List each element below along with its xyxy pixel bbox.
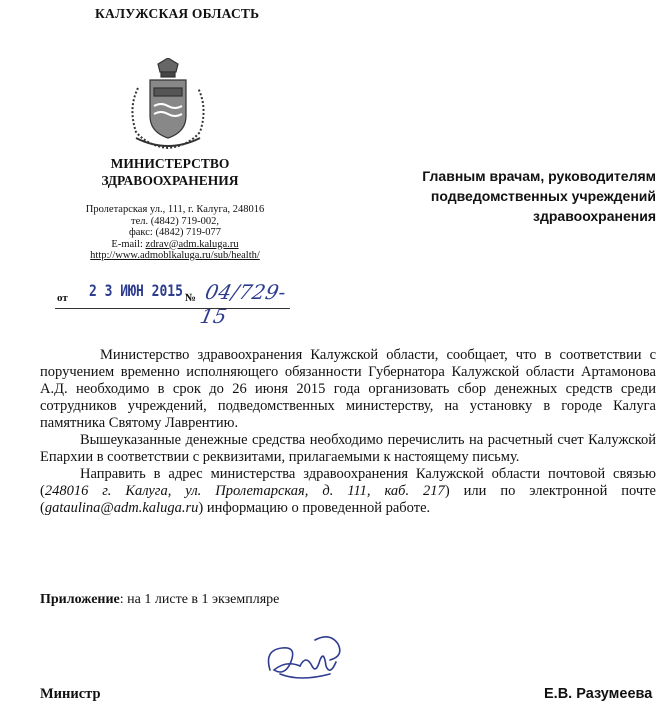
addressee-line-3: здравоохранения <box>533 208 656 224</box>
paragraph-3-mid: ) или по электронной почте ( <box>40 483 656 516</box>
signer-position: Министр <box>40 686 101 702</box>
contact-block <box>70 204 280 262</box>
address-line: Пролетарская ул., 111, г. Калуга, 248016 <box>85 204 265 215</box>
number-prefix: № <box>185 292 197 304</box>
website-link[interactable]: http://www.admoblkaluga.ru/sub/health/ <box>90 250 260 261</box>
contact-email: gataulina@adm.kaluga.ru <box>44 500 199 516</box>
signer-name: Е.В. Разумеева <box>544 686 653 702</box>
addressee-line-1: Главным врачам, руководителям <box>422 168 656 184</box>
outgoing-number-block <box>55 280 295 328</box>
paragraph-3-end: ) информацию о проведенной работе. <box>198 500 431 516</box>
paragraph-3-start: Направить в адрес министерства здравоохранения Калужской области почтовой связью ( <box>40 466 656 499</box>
email-label: E-mail: <box>111 238 143 250</box>
ministry-name <box>70 155 270 189</box>
paragraph-1: Министерство здравоохранения Калужской области, сообщает, что в соответствии с поручением временно исполняющего обязанности Губернатора Калужской области Артамонова А.Д. необходимо в срок до 26 июня 2015 года организовать сбор денежных средств среди сотрудников учреждений, подведомственных министерству, на установку в городе Калуга памятника Святому Лаврентию. <box>40 347 656 431</box>
appendix-label: Приложение <box>40 592 120 607</box>
appendix-note <box>40 592 279 608</box>
region-title: КАЛУЖСКАЯ ОБЛАСТЬ <box>95 6 260 21</box>
document-number: 04/729-15 <box>197 280 289 328</box>
paragraph-3 <box>40 466 656 517</box>
ministry-line-2: ЗДРАВООХРАНЕНИЯ <box>101 173 239 188</box>
paragraph-2: Вышеуказанные денежные средства необходимо перечислить на расчетный счет Калужской Епархии в соответствии с реквизитами, прилагаемыми к настоящему письму. <box>40 432 656 465</box>
addressee-line-2: подведомственных учреждений <box>430 188 656 204</box>
phone-line: тел. (4842) 719-002, <box>131 215 219 227</box>
ministry-line-1: МИНИСТЕРСТВО <box>110 156 230 171</box>
coat-of-arms-icon <box>128 58 208 150</box>
appendix-text: : на 1 листе в 1 экземпляре <box>119 592 280 607</box>
date-stamp: 2 3 ИЮН 2015 <box>89 282 183 301</box>
email-link[interactable]: zdrav@adm.kaluga.ru <box>145 238 239 250</box>
handwritten-signature <box>260 630 350 690</box>
fax-line: факс: (4842) 719-077 <box>128 227 222 238</box>
date-prefix: от <box>57 292 68 304</box>
postal-address: 248016 г. Калуга, ул. Пролетарская, д. 111, каб. 217 <box>44 483 445 499</box>
letter-body <box>40 347 656 517</box>
email-line <box>70 239 280 251</box>
number-underline <box>55 308 290 309</box>
addressee-block <box>378 166 656 226</box>
